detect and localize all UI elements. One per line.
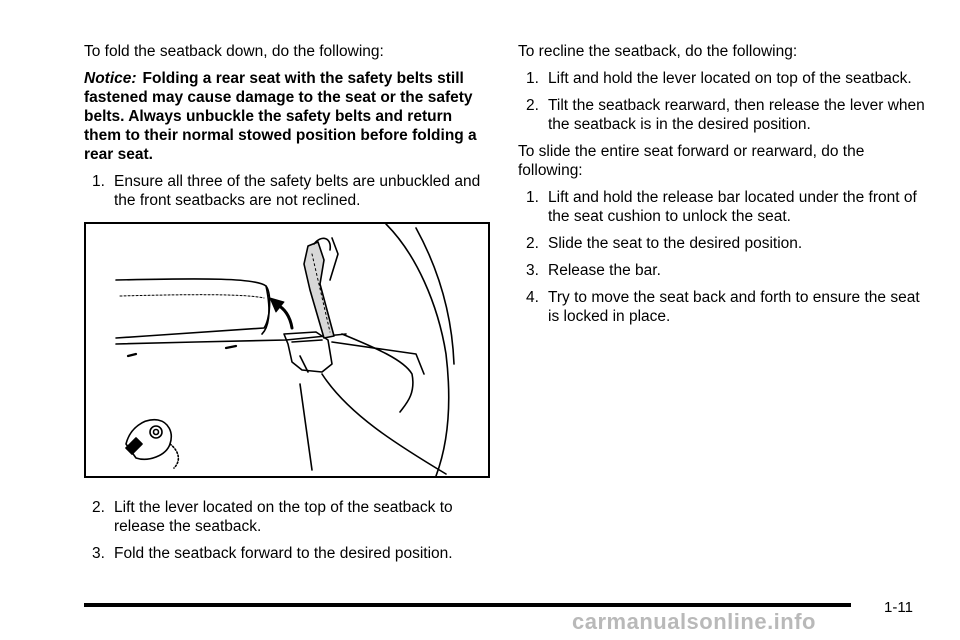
left-column xyxy=(84,42,488,571)
step-text: Lift the lever located on the top of the seatback to release the seatback. xyxy=(114,499,453,535)
recline-intro: To recline the seatback, do the following: xyxy=(518,43,798,60)
recline-steps-list xyxy=(518,69,928,134)
step-number: 3. xyxy=(526,262,539,279)
list-item xyxy=(518,96,928,134)
step-number: 2. xyxy=(92,499,105,516)
step-number: 2. xyxy=(526,235,539,252)
step-text: Try to move the seat back and forth to ensure the seat is locked in place. xyxy=(548,289,920,325)
notice-label: Notice: xyxy=(84,70,137,87)
list-item xyxy=(518,288,928,326)
step-text: Tilt the seatback rearward, then release the lever when the seatback is in the desired position. xyxy=(548,97,925,133)
step-text: Fold the seatback forward to the desired position. xyxy=(114,545,453,562)
fold-steps-list-continued xyxy=(84,498,488,563)
step-number: 4. xyxy=(526,289,539,306)
list-item xyxy=(518,261,928,280)
list-item xyxy=(84,544,488,563)
notice-paragraph xyxy=(84,69,488,164)
fold-intro: To fold the seatback down, do the following: xyxy=(84,43,384,60)
slide-steps-list xyxy=(518,188,928,326)
trim-panel-line xyxy=(332,342,424,374)
fold-steps-list xyxy=(84,172,488,210)
slide-intro: To slide the entire seat forward or rearward, do the following: xyxy=(518,143,865,179)
trim-panel-line xyxy=(322,374,446,474)
step-text: Release the bar. xyxy=(548,262,661,279)
right-column xyxy=(518,42,928,334)
page-number: 1-11 xyxy=(884,599,913,616)
belt-buckle-shape xyxy=(126,420,178,468)
step-number: 2. xyxy=(526,97,539,114)
list-item xyxy=(518,69,928,88)
list-item xyxy=(518,234,928,253)
step-text: Ensure all three of the safety belts are unbuckled and the front seatbacks are not reclined. xyxy=(114,173,481,209)
trim-panel-line xyxy=(386,224,449,476)
step-number: 1. xyxy=(526,70,539,87)
safety-belt-shape xyxy=(304,238,338,338)
trim-panel-line xyxy=(416,228,454,364)
step-text: Lift and hold the lever located on top of the seatback. xyxy=(548,70,912,87)
step-number: 1. xyxy=(92,173,105,190)
step-text: Slide the seat to the desired position. xyxy=(548,235,803,252)
step-text: Lift and hold the release bar located under the front of the seat cushion to unlock the seat. xyxy=(548,189,917,225)
list-item xyxy=(518,188,928,226)
trim-panel-line xyxy=(300,384,312,470)
list-item xyxy=(84,172,488,210)
lift-arrow-icon xyxy=(270,298,292,328)
step-number: 1. xyxy=(526,189,539,206)
footer-rule xyxy=(84,603,851,607)
watermark: carmanualsonline.info xyxy=(572,609,816,634)
list-item xyxy=(84,498,488,536)
notice-text: Folding a rear seat with the safety belts still fastened may cause damage to the seat or the safety belts. Always unbuckle the safety belts and return them to their normal stowed position before folding a rear seat. xyxy=(84,70,477,163)
seatback-lever-illustration xyxy=(84,222,490,478)
headrest-shape xyxy=(116,279,270,338)
step-number: 3. xyxy=(92,545,105,562)
